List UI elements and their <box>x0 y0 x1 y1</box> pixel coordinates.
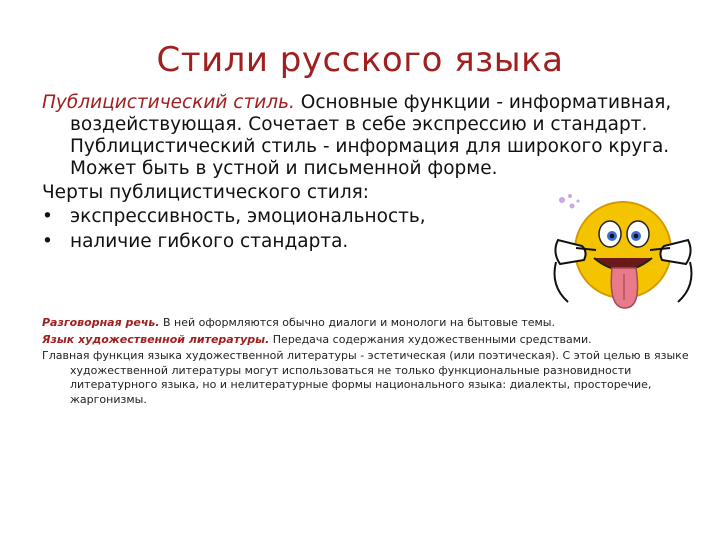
bullet-icon: • <box>42 231 53 252</box>
smiley-tongue-icon <box>548 190 698 320</box>
features-heading: Черты публицистического стиля: <box>42 182 370 203</box>
feature-text: наличие гибкого стандарта. <box>70 231 349 252</box>
slide-title: Стили русского языка <box>156 40 564 80</box>
colloquial-text: В ней оформляются обычно диалоги и монологи на бытовые темы. <box>159 316 555 329</box>
publicist-paragraph <box>42 92 682 180</box>
fiction-term: Язык художественной литературы. <box>42 332 270 346</box>
fiction-text: Передача содержания художественными средствами. <box>269 332 592 346</box>
colloquial-term: Разговорная речь. <box>42 316 160 329</box>
fiction-note <box>42 333 692 348</box>
fiction-function-note: Главная функция языка художественной литературы - эстетическая (или поэтическая). С этой целью в языке художественной литературы могут использоваться не только функциональные разновидности литературного языка, но и нелитературные формы национального языка: диалекты, просторечие, жаргонизмы. <box>42 349 689 406</box>
publicist-term: Публицистический стиль. <box>42 92 295 113</box>
feature-text: экспрессивность, эмоциональность, <box>70 206 426 227</box>
notes-block <box>42 316 692 409</box>
bullet-icon: • <box>42 206 53 227</box>
publicist-text: Основные функции - информативная, воздействующая. Сочетает в себе экспрессию и стандарт. Публицистический стиль - информация для широкого круга. Может быть в устной и письменной форме. <box>70 92 672 179</box>
